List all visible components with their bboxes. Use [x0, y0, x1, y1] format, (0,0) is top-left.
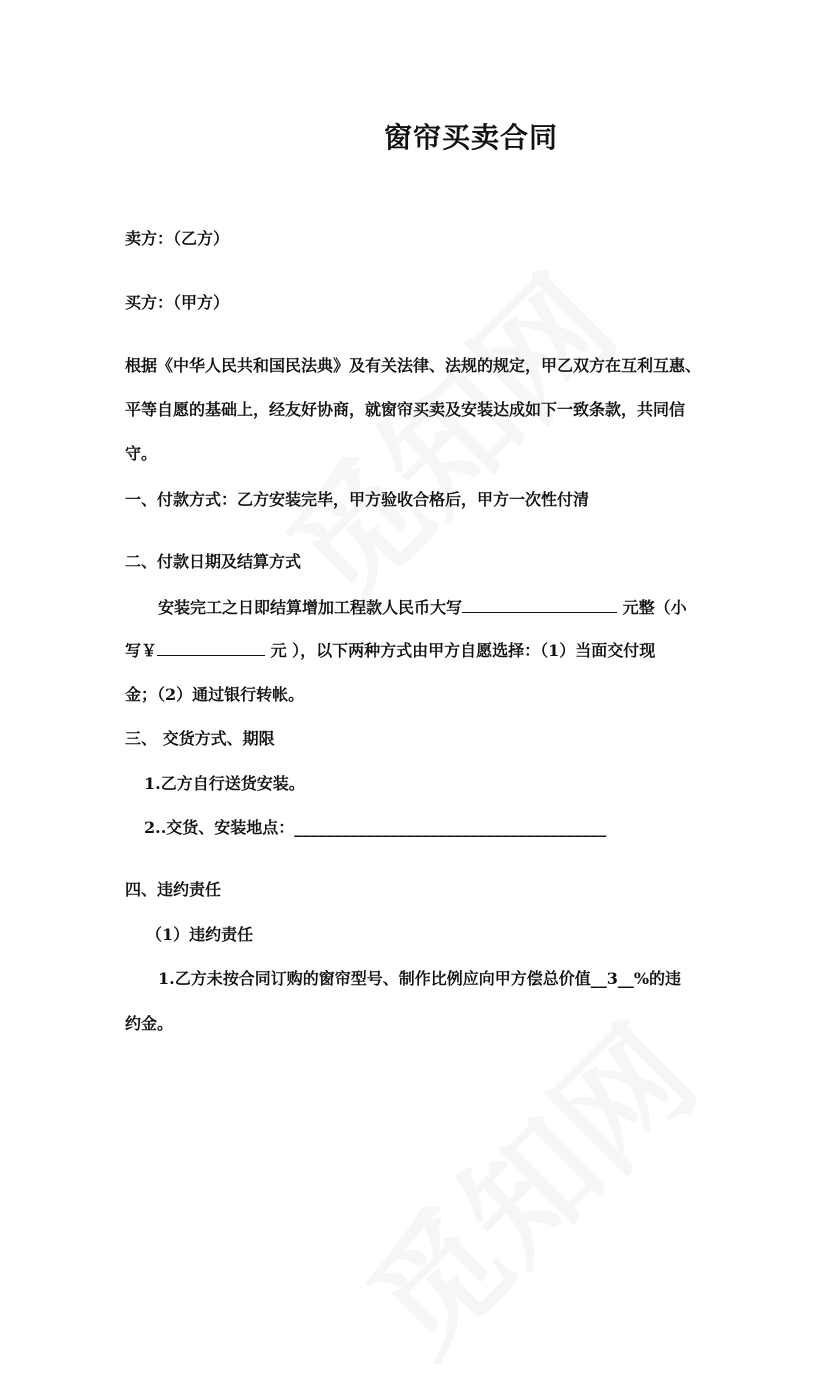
- intro-line-2: 平等自愿的基础上，经友好协商，就窗帘买卖及安装达成如下一致条款，共同信: [125, 400, 686, 419]
- page-title: 窗帘买卖合同: [384, 121, 559, 154]
- section-4-item-1-line-1: 1.乙方未按合同订购的窗帘型号、制作比例应向甲方偿总价值__3__%的违: [158, 969, 682, 988]
- section-3-item-2: [144, 815, 606, 838]
- section-2-heading: 二、付款日期及结算方式: [125, 552, 302, 571]
- section-2-p1-after: 元整（小: [622, 598, 687, 617]
- delivery-address-label: 2..交货、安装地点：: [144, 818, 295, 837]
- section-2-paragraph-line-2: [125, 638, 655, 661]
- amount-words-blank: [462, 598, 617, 613]
- section-2-p2-after: 元 ），以下两种方式由甲方自愿选择：（1）当面交付现: [270, 641, 656, 660]
- intro-line-1: 根据《中华人民共和国民法典》及有关法律、法规的规定，甲乙双方在互利互惠、: [125, 356, 702, 375]
- section-3-heading: 三、 交货方式、期限: [125, 729, 275, 748]
- section-2-p1-text: 安装完工之日即结算增加工程款人民币大写: [158, 598, 463, 617]
- watermark: [241, 229, 649, 637]
- section-4-heading: 四、违约责任: [125, 880, 222, 899]
- section-1-payment: 一、付款方式：乙方安装完毕，甲方验收合格后，甲方一次性付清: [125, 490, 590, 509]
- watermark-bottom: [321, 979, 729, 1387]
- seller-line: 卖方：（乙方）: [125, 229, 230, 248]
- section-3-item-1: 1.乙方自行送货安装。: [144, 774, 305, 793]
- section-4-item-1-line-2: 约金。: [125, 1014, 174, 1033]
- buyer-line: 买方：（甲方）: [125, 293, 230, 312]
- section-4-subheading: （1）违约责任: [146, 925, 254, 944]
- section-2-p2-text: 写￥: [125, 641, 158, 660]
- intro-line-3: 守。: [125, 444, 158, 463]
- section-2-paragraph-line-1: [158, 595, 687, 618]
- section-2-paragraph-line-3: 金；（2）通过银行转帐。: [125, 685, 305, 704]
- delivery-address-blank: _______________________________________: [294, 818, 607, 837]
- amount-number-blank: [157, 641, 265, 656]
